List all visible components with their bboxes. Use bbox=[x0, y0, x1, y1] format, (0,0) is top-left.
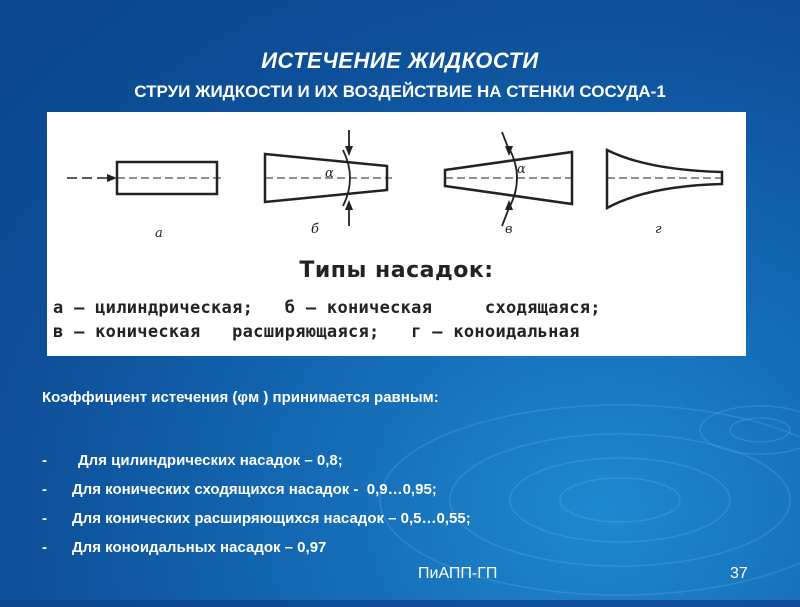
coefficient-statement: Коэффициент истечения (φм ) принимается равным: bbox=[42, 389, 439, 406]
coefficient-list bbox=[42, 452, 742, 568]
label-b: б bbox=[311, 222, 319, 237]
list-item-text: Для цилиндрических насадок – 0,8; bbox=[78, 452, 343, 469]
list-item bbox=[42, 452, 742, 481]
slide-subtitle: СТРУИ ЖИДКОСТИ И ИХ ВОЗДЕЙСТВИЕ НА СТЕНКИ СОСУДА-1 bbox=[134, 82, 666, 101]
figure-legend-line-2: в — коническая расширяющаяся; г — коноидальная bbox=[53, 322, 580, 342]
footer-course-code: ПиАПП-ГП bbox=[418, 565, 498, 582]
nozzle-drawings bbox=[47, 112, 746, 252]
label-v: в bbox=[505, 222, 513, 237]
label-g: г bbox=[655, 222, 662, 237]
nozzle-types-figure bbox=[47, 112, 746, 356]
figure-legend-line-1: а — цилиндрическая; б — коническая сходящаяся; bbox=[53, 298, 601, 318]
page-number: 37 bbox=[730, 565, 748, 582]
list-item-text: Для конических сходящихся насадок - 0,9…0,95; bbox=[72, 481, 437, 498]
slide-title: ИСТЕЧЕНИЕ ЖИДКОСТИ bbox=[261, 48, 539, 73]
list-item-text: Для конических расширяющихся насадок – 0,5…0,55; bbox=[72, 510, 471, 527]
list-marker: - bbox=[42, 452, 47, 469]
label-a: а bbox=[155, 226, 163, 241]
alpha-label-b: α bbox=[325, 166, 334, 181]
list-item bbox=[42, 539, 742, 568]
list-marker: - bbox=[42, 510, 47, 527]
list-item-text: Для коноидальных насадок – 0,97 bbox=[72, 539, 327, 556]
list-item bbox=[42, 510, 742, 539]
alpha-label-v: α bbox=[517, 162, 526, 177]
list-marker: - bbox=[42, 481, 47, 498]
figure-caption: Типы насадок: bbox=[299, 258, 494, 283]
list-marker: - bbox=[42, 539, 47, 556]
list-item bbox=[42, 481, 742, 510]
